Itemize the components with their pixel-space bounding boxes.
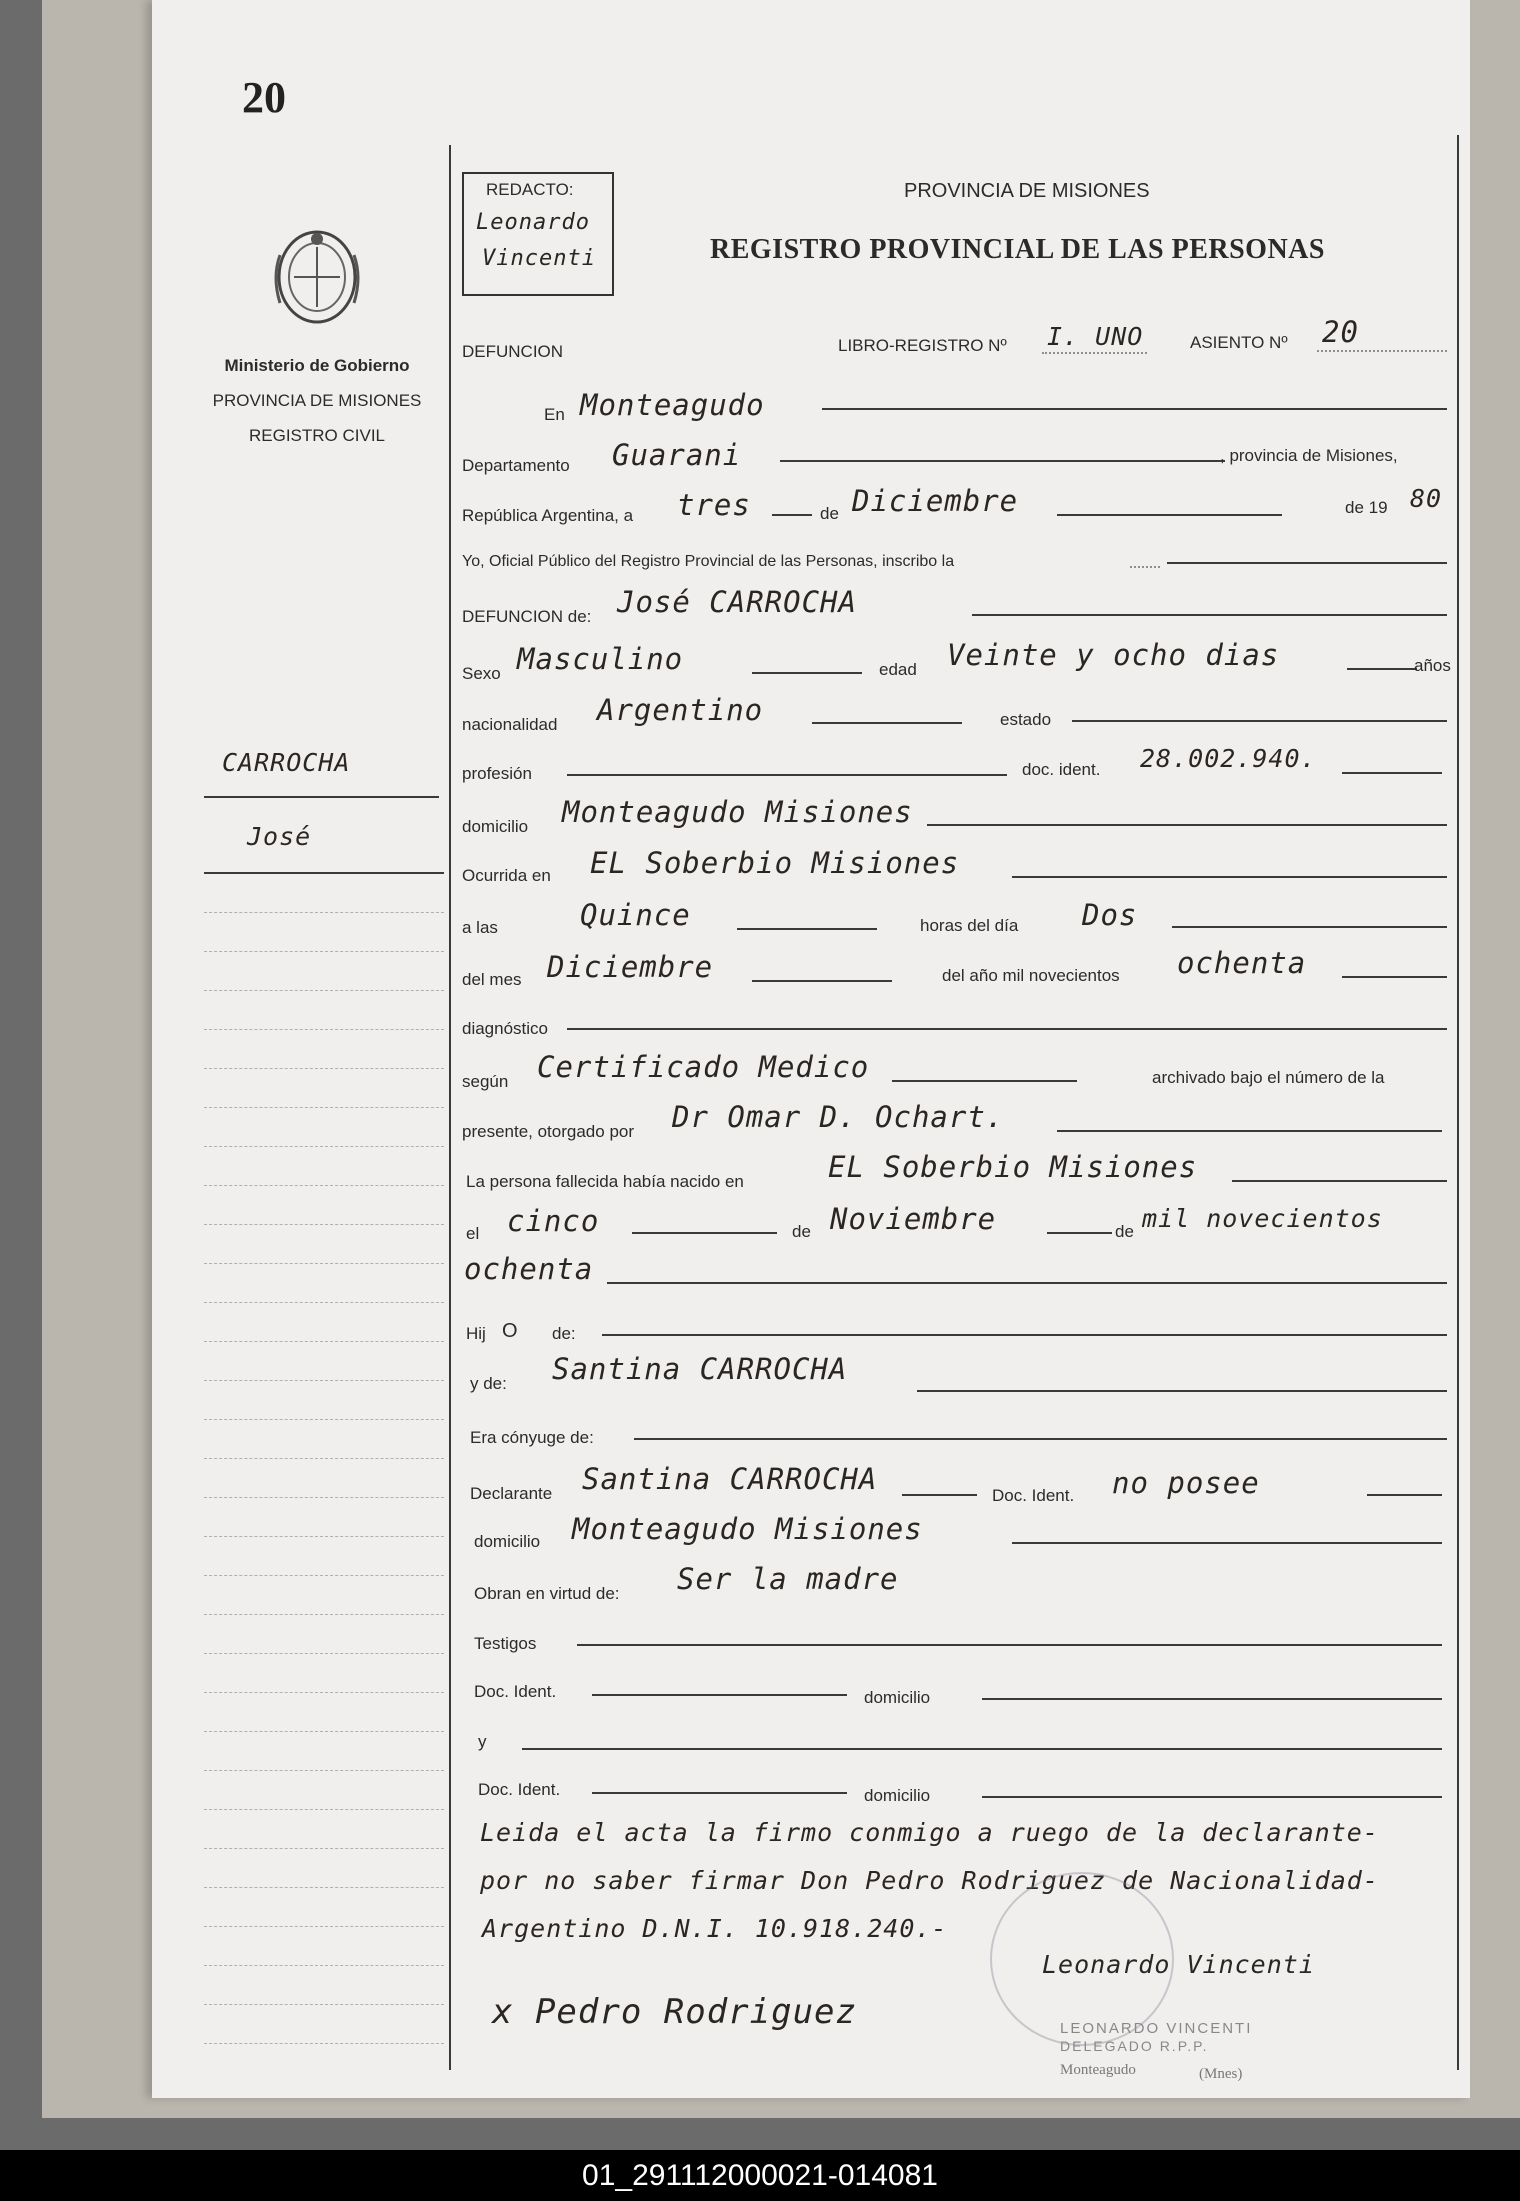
officer-place: Monteagudo — [1060, 2062, 1136, 2078]
margin-given-name: José — [247, 822, 312, 851]
t1-doc-label: Doc. Ident. — [474, 1682, 557, 1701]
t2-dom-label: domicilio — [864, 1786, 931, 1805]
nacionalidad-value: Argentino — [597, 693, 764, 727]
margin-rule — [204, 1263, 444, 1264]
margin-rule — [204, 1887, 444, 1888]
madre-value: Santina CARROCHA — [552, 1352, 848, 1386]
closing-line-1: Leida el acta la firmo conmigo a ruego de la declarante- — [480, 1818, 1379, 1847]
horas-label: horas del día — [920, 916, 1019, 935]
margin-rule — [204, 1614, 444, 1615]
margin-rule — [204, 1458, 444, 1459]
libro-value: I. UNO — [1047, 322, 1144, 351]
delanio-label: del año mil novecientos — [942, 966, 1120, 985]
margin-surname: CARROCHA — [222, 748, 351, 777]
nac-de-label: de — [792, 1222, 811, 1241]
margin-rule — [204, 1029, 444, 1030]
page-number: 20 — [242, 73, 286, 122]
docident-value: 28.002.940. — [1140, 744, 1317, 773]
asiento-label: ASIENTO Nº — [1190, 333, 1288, 352]
province-label: PROVINCIA DE MISIONES — [212, 391, 422, 410]
departamento-value: Guarani — [612, 438, 742, 472]
margin-rule — [204, 951, 444, 952]
republica-label: República Argentina, a — [462, 506, 634, 525]
dia-value: tres — [677, 488, 751, 522]
mes2-value: Diciembre — [547, 950, 714, 984]
docident-label: doc. ident. — [1022, 760, 1101, 779]
margin-rule — [204, 1653, 444, 1654]
hij-label: Hij — [466, 1324, 486, 1343]
edad-value: Veinte y ocho dias — [947, 638, 1280, 672]
yde-label: y de: — [470, 1374, 507, 1393]
anio2-value: ochenta — [1177, 946, 1307, 980]
domicilio-value: Monteagudo Misiones — [562, 795, 913, 829]
declarante-value: Santina CARROCHA — [582, 1462, 878, 1496]
departamento-label: Departamento — [462, 456, 570, 475]
nac-mes-value: Noviembre — [830, 1202, 997, 1236]
presente-label: presente, otorgado por — [462, 1122, 635, 1141]
margin-rule — [204, 1731, 444, 1732]
margin-rule — [204, 990, 444, 991]
margin-rule — [204, 1809, 444, 1810]
obran-label: Obran en virtud de: — [474, 1584, 620, 1603]
conyuge-label: Era cónyuge de: — [470, 1428, 594, 1447]
decl-dom-value: Monteagudo Misiones — [572, 1512, 923, 1546]
y-label: y — [478, 1732, 487, 1751]
sexo-label: Sexo — [462, 664, 501, 683]
obran-value: Ser la madre — [677, 1562, 899, 1596]
footer-id-strip: 01_291112000021-014081 — [0, 2150, 1520, 2201]
nac-dia-value: cinco — [507, 1204, 600, 1238]
margin-rule — [204, 1926, 444, 1927]
declarante-label: Declarante — [470, 1484, 553, 1503]
nac-anio-value2: ochenta — [464, 1252, 594, 1286]
defuncion-de-label: DEFUNCION de: — [462, 607, 592, 626]
dia2-value: Dos — [1082, 898, 1138, 932]
nacionalidad-label: nacionalidad — [462, 715, 558, 734]
margin-rule — [204, 2004, 444, 2005]
sexo-value: Masculino — [517, 642, 684, 676]
anios-label: años — [1414, 656, 1451, 675]
margin-rule — [204, 1419, 444, 1420]
registry-label: REGISTRO CIVIL — [248, 426, 386, 445]
en-value: Monteagudo — [580, 388, 765, 422]
register-page — [152, 0, 1470, 2098]
closing-line-3: Argentino D.N.I. 10.918.240.- — [482, 1914, 948, 1943]
fallecido-value: José CARROCHA — [617, 585, 857, 619]
margin-rule — [204, 1224, 444, 1225]
margin-rule — [204, 1185, 444, 1186]
el-label: el — [466, 1224, 480, 1243]
coat-of-arms-icon — [272, 225, 362, 330]
officer-place-2: (Mnes) — [1199, 2066, 1243, 2082]
testigos-label: Testigos — [474, 1634, 537, 1653]
margin-rule — [204, 1302, 444, 1303]
archivado-label: archivado bajo el número de la — [1152, 1068, 1385, 1087]
hora-value: Quince — [580, 898, 691, 932]
margin-rule — [204, 1107, 444, 1108]
diagnostico-label: diagnóstico — [462, 1019, 549, 1038]
margin-rule — [204, 1848, 444, 1849]
margin-rule — [204, 1536, 444, 1537]
anio-value: 80 — [1410, 484, 1443, 513]
decl-doc-label: Doc. Ident. — [992, 1486, 1075, 1505]
oficial-text: Yo, Oficial Público del Registro Provincial de las Personas, inscribo la — [462, 553, 955, 570]
ministry-label: Ministerio de Gobierno — [224, 356, 410, 375]
de19-label: de 19 — [1345, 498, 1388, 517]
witness-signature: x Pedro Rodriguez — [492, 1992, 857, 2032]
margin-rule — [204, 1146, 444, 1147]
margin-rule — [204, 912, 444, 913]
libro-label: LIBRO-REGISTRO Nº — [838, 336, 1007, 355]
hij-de-label: de: — [552, 1324, 576, 1343]
officer-title: DELEGADO R.P.P. — [1060, 2038, 1209, 2054]
officer-print-name: LEONARDO VINCENTI — [1060, 2020, 1253, 2037]
segun-label: según — [462, 1072, 509, 1091]
defuncion-label: DEFUNCION — [462, 342, 564, 361]
t2-doc-label: Doc. Ident. — [478, 1780, 561, 1799]
nacido-label: La persona fallecida había nacido en — [466, 1172, 744, 1191]
margin-rule — [204, 1770, 444, 1771]
margin-rule — [204, 1575, 444, 1576]
stamp-name-1: Leonardo — [476, 210, 590, 235]
header-title: REGISTRO PROVINCIAL DE LAS PERSONAS — [710, 234, 1325, 265]
profesion-label: profesión — [462, 764, 532, 783]
ocurrida-label: Ocurrida en — [462, 866, 551, 885]
header-province: PROVINCIA DE MISIONES — [904, 180, 1150, 202]
margin-rule — [204, 1692, 444, 1693]
de-label: de — [820, 504, 839, 523]
decl-dom-label: domicilio — [474, 1532, 541, 1551]
asiento-value: 20 — [1322, 315, 1359, 349]
en-label: En — [544, 405, 565, 424]
stamp-label: REDACTO: — [486, 180, 574, 199]
medico-value: Dr Omar D. Ochart. — [672, 1100, 1005, 1134]
stamp-name-2: Vincenti — [482, 246, 596, 271]
alas-label: a las — [462, 918, 498, 937]
margin-rule — [204, 1068, 444, 1069]
delmes-label: del mes — [462, 970, 522, 989]
closing-line-2: por no saber firmar Don Pedro Rodriguez de Nacionalidad- — [480, 1866, 1379, 1895]
nac-anio-value: mil novecientos — [1142, 1204, 1383, 1233]
margin-rule — [204, 1341, 444, 1342]
edad-label: edad — [879, 660, 917, 679]
page-right-rule — [1457, 135, 1459, 2070]
margin-rule — [204, 1497, 444, 1498]
decl-doc-value: no posee — [1112, 1466, 1260, 1500]
t1-dom-label: domicilio — [864, 1688, 931, 1707]
estado-label: estado — [1000, 710, 1052, 729]
ocurrida-value: EL Soberbio Misiones — [590, 846, 960, 880]
margin-rule — [204, 2043, 444, 2044]
officer-signature: Leonardo Vincenti — [1042, 1950, 1315, 1979]
redacto-stamp — [462, 172, 614, 296]
margin-rule — [204, 1965, 444, 1966]
nacido-value: EL Soberbio Misiones — [828, 1150, 1198, 1184]
nac-de2-label: de — [1115, 1222, 1134, 1241]
hij-value: O — [502, 1320, 518, 1342]
segun-value: Certificado Medico — [537, 1050, 870, 1084]
mes-value: Diciembre — [852, 484, 1019, 518]
margin-rule — [204, 1380, 444, 1381]
page-divider — [449, 145, 451, 2070]
provincia-suffix: , provincia de Misiones, — [1220, 446, 1398, 465]
domicilio-label: domicilio — [462, 817, 529, 836]
